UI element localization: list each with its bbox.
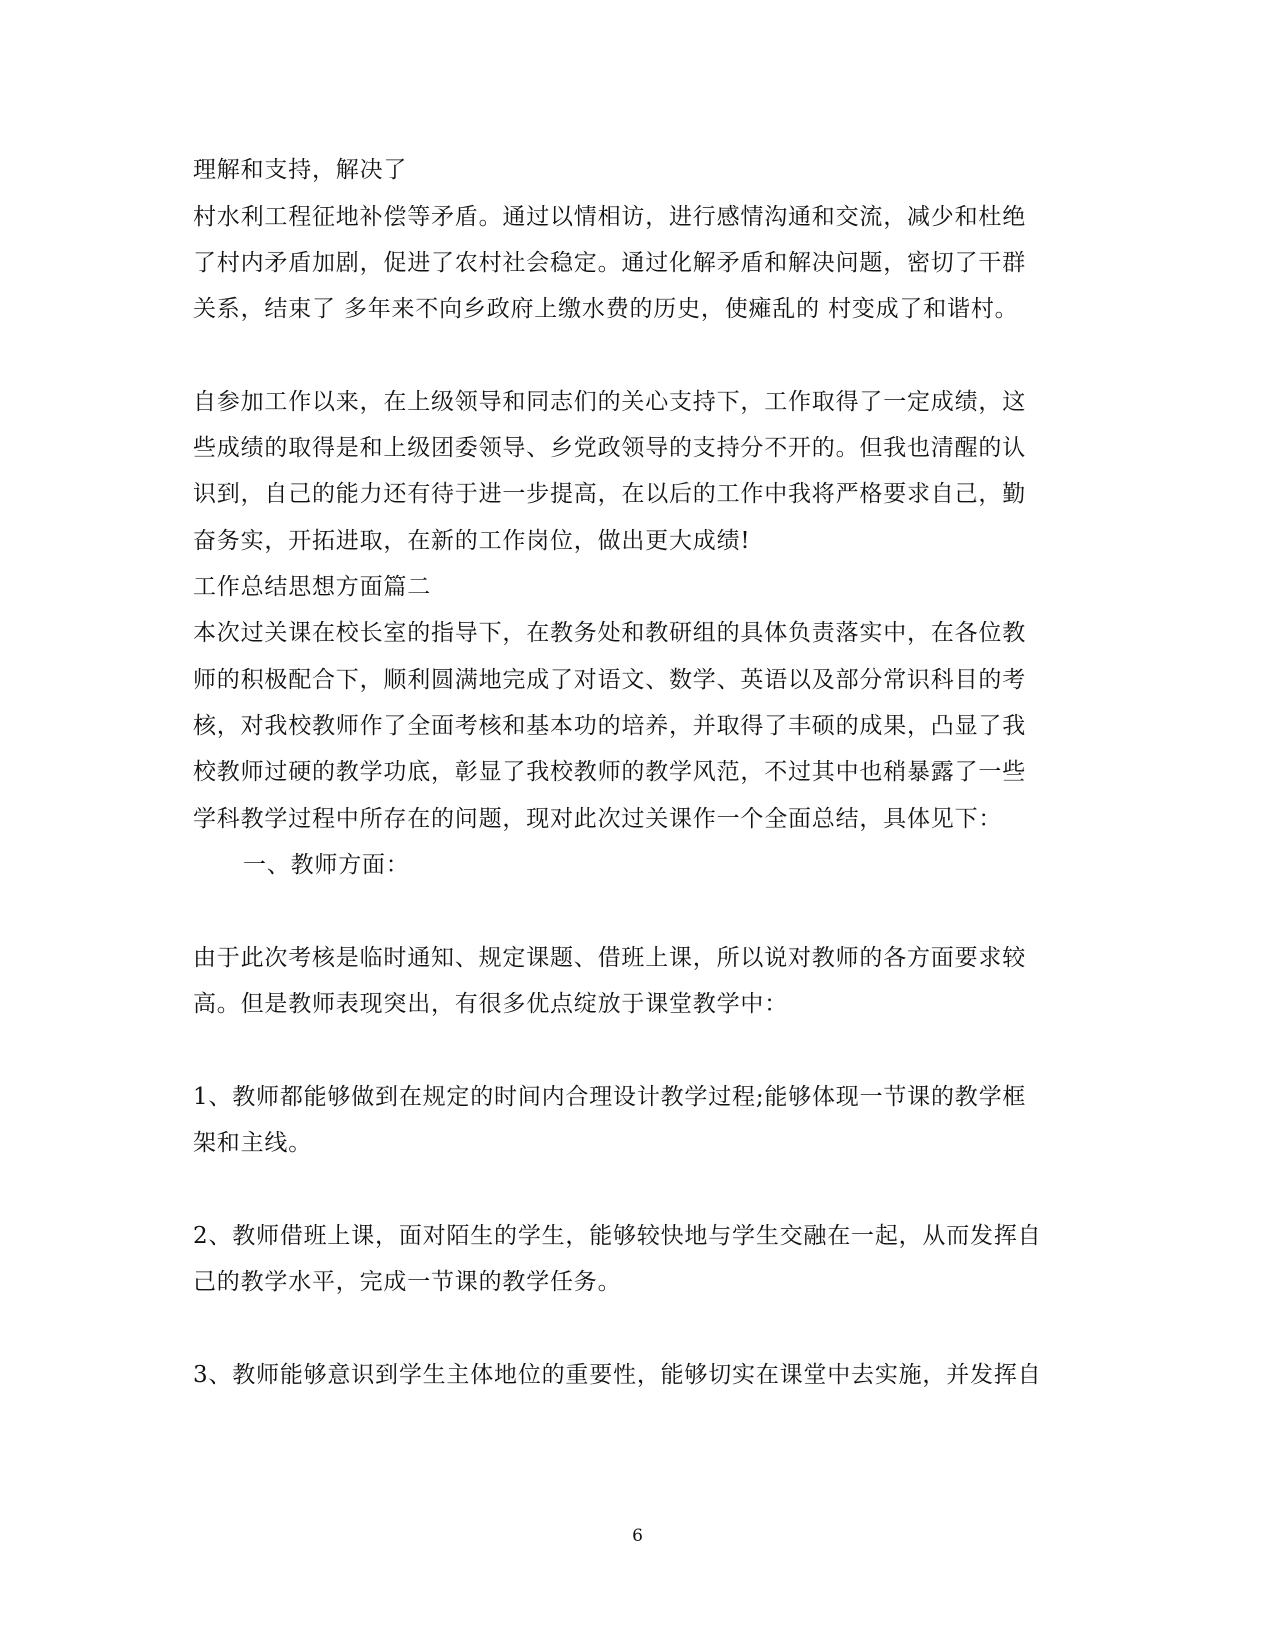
list-item-line: 3、教师能够意识到学生主体地位的重要性，能够切实在课堂中去实施，并发挥自 (193, 1362, 1042, 1388)
list-item-line: 己的教学水平，完成一节课的教学任务。 (193, 1269, 622, 1295)
text-line: 关系，结束了 多年来不向乡政府上缴水费的历史，使瘫乱的 村变成了和谐村。 (193, 296, 1019, 322)
page-number: 6 (632, 1526, 643, 1546)
text-line: 了村内矛盾加剧，促进了农村社会稳定。通过化解矛盾和解决问题，密切了干群 (193, 250, 1026, 276)
text-line: 奋务实，开拓进取，在新的工作岗位，做出更大成绩! (193, 528, 751, 554)
list-item-line: 2、教师借班上课，面对陌生的学生，能够较快地与学生交融在一起，从而发挥自 (193, 1223, 1042, 1249)
subsection-heading: 一、教师方面： (243, 852, 410, 878)
text-line: 高。但是教师表现突出，有很多优点绽放于课堂教学中： (193, 991, 788, 1017)
list-item-line: 架和主线。 (193, 1130, 312, 1156)
text-line: 校教师过硬的教学功底，彰显了我校教师的教学风范，不过其中也稍暴露了一些 (193, 759, 1026, 785)
text-line: 师的积极配合下，顺利圆满地完成了对语文、数学、英语以及部分常识科目的考 (193, 667, 1026, 693)
section-heading: 工作总结思想方面篇二 (193, 574, 431, 600)
text-line: 些成绩的取得是和上级团委领导、乡党政领导的支持分不开的。但我也清醒的认 (193, 435, 1026, 461)
text-line: 村水利工程征地补偿等矛盾。通过以情相访，进行感情沟通和交流，减少和杜绝 (193, 204, 1026, 230)
list-item-line: 1、教师都能够做到在规定的时间内合理设计教学过程;能够体现一节课的教学框 (193, 1084, 1027, 1110)
text-line: 识到，自己的能力还有待于进一步提高，在以后的工作中我将严格要求自己，勤 (193, 481, 1026, 507)
text-line: 本次过关课在校长室的指导下，在教务处和教研组的具体负责落实中，在各位教 (193, 620, 1026, 646)
text-line: 核，对我校教师作了全面考核和基本功的培养，并取得了丰硕的成果，凸显了我 (193, 713, 1026, 739)
text-line: 学科教学过程中所存在的问题，现对此次过关课作一个全面总结，具体见下： (193, 806, 1003, 832)
text-line: 理解和支持，解决了 (193, 157, 408, 183)
text-line: 自参加工作以来，在上级领导和同志们的关心支持下，工作取得了一定成绩，这 (193, 389, 1026, 415)
text-line: 由于此次考核是临时通知、规定课题、借班上课，所以说对教师的各方面要求较 (193, 945, 1026, 971)
